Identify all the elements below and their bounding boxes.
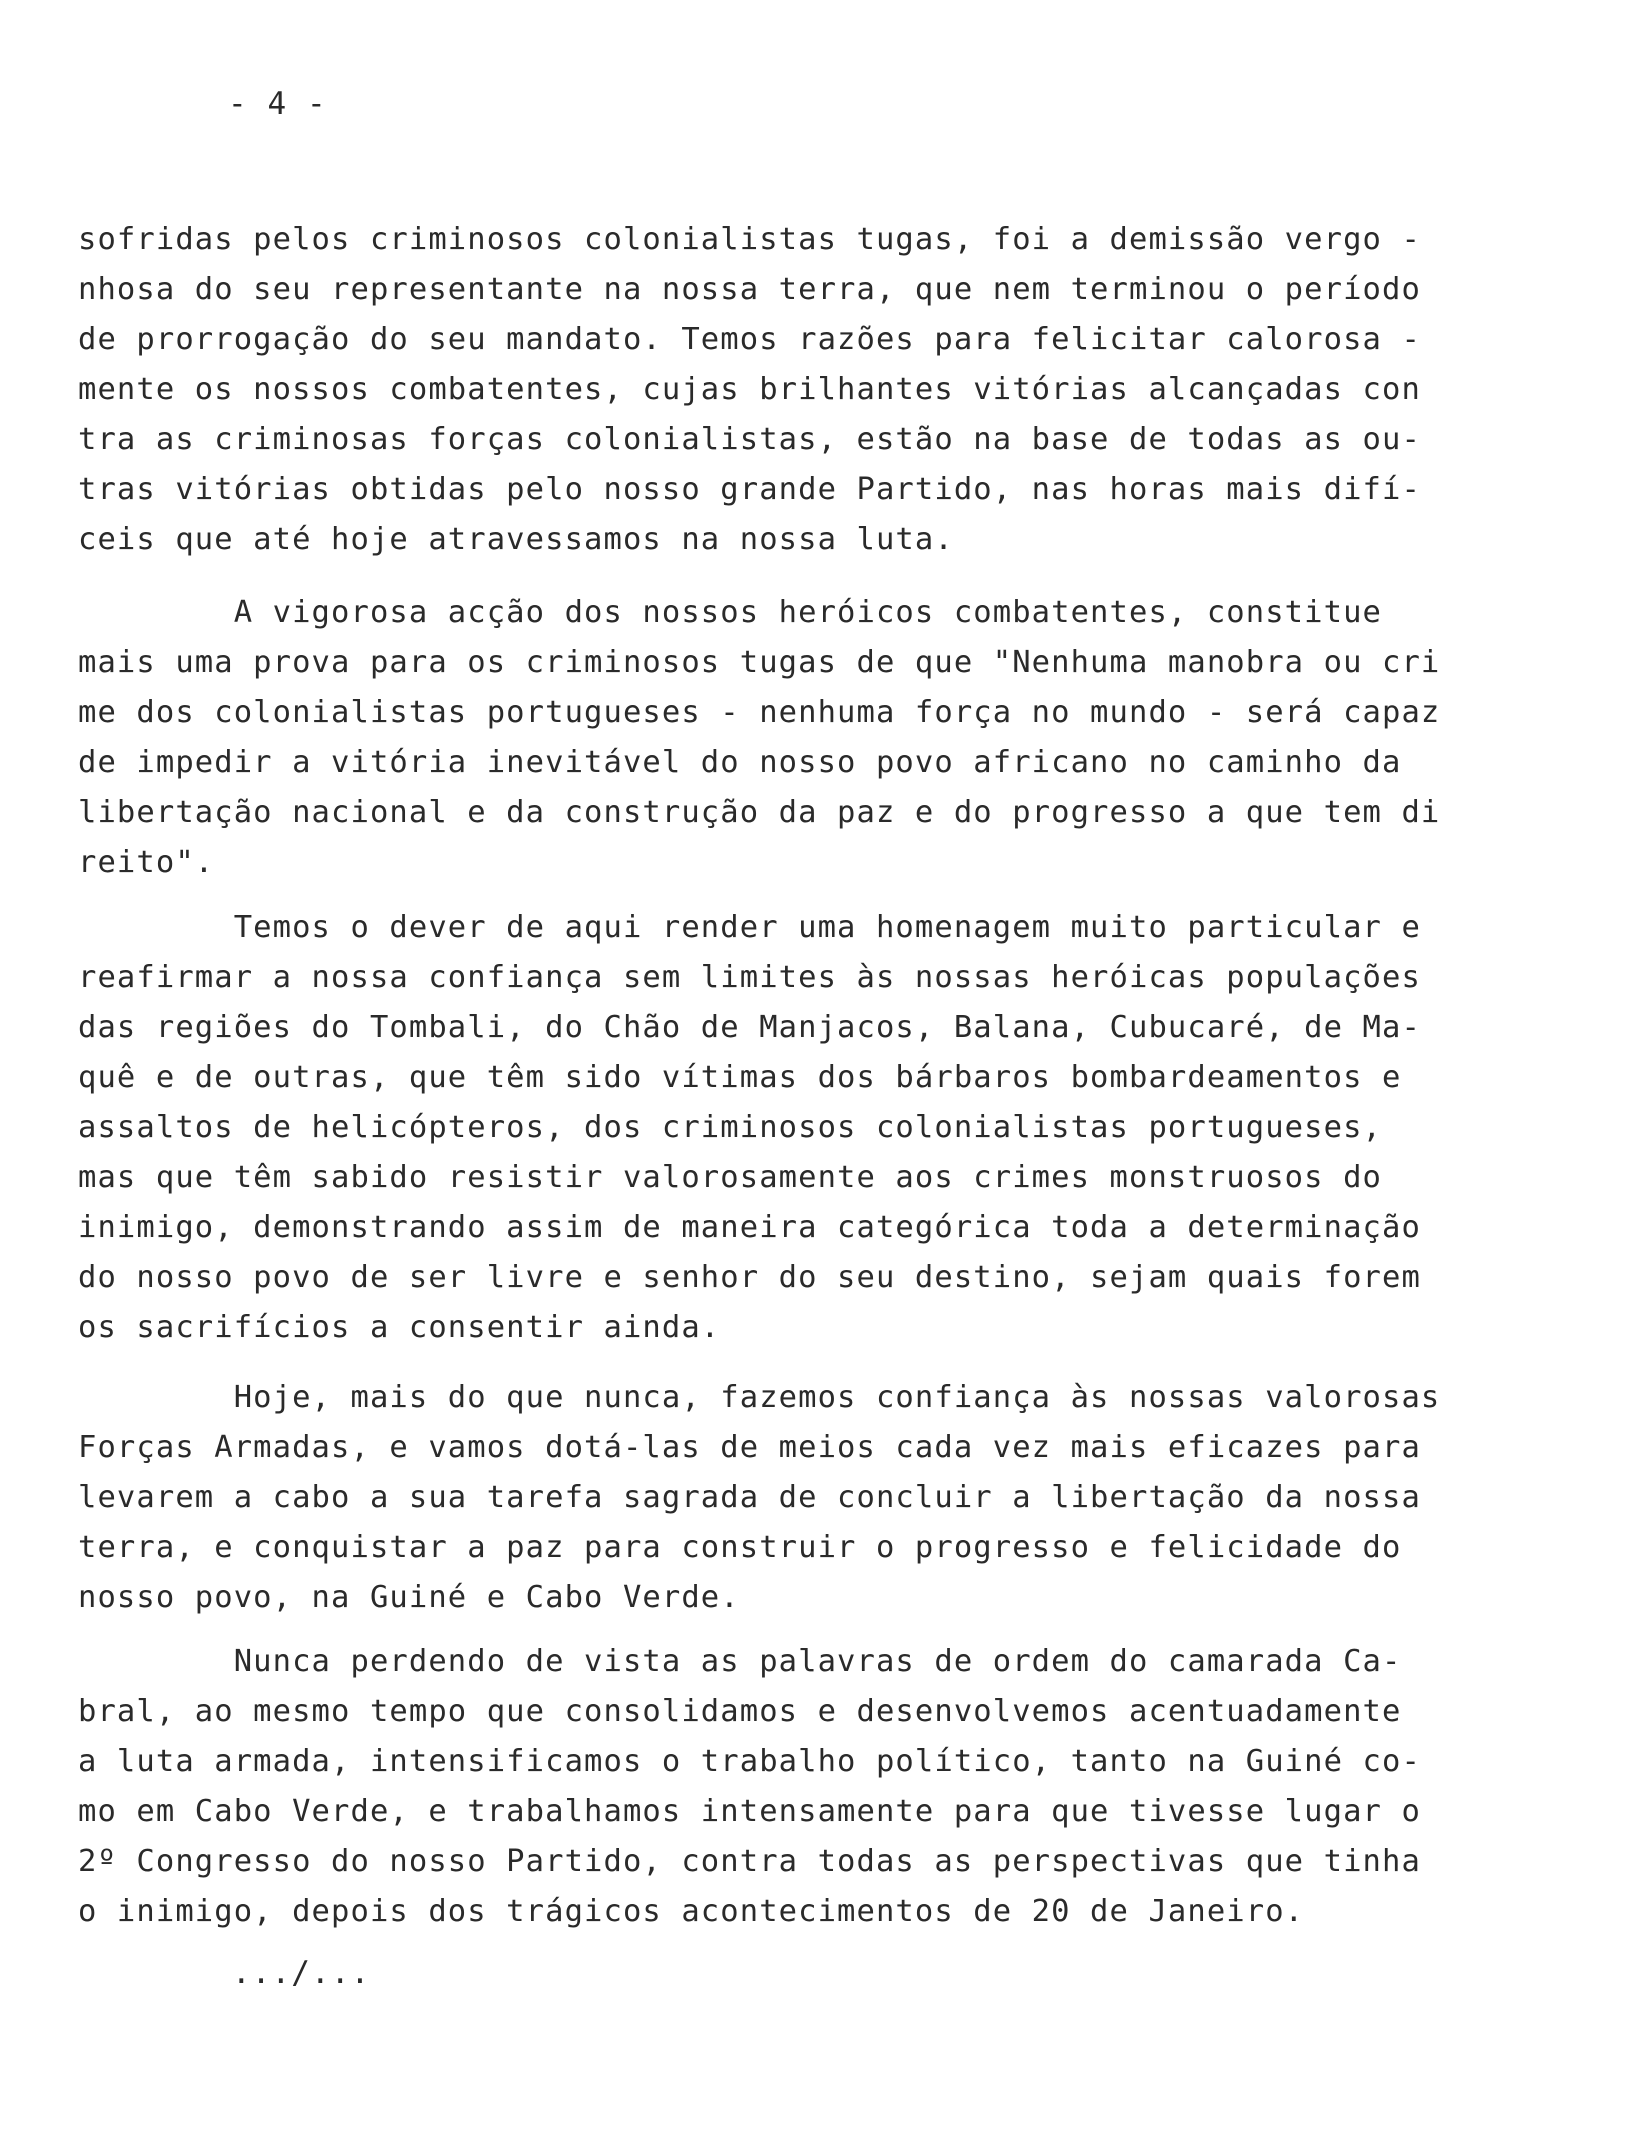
text-line: sofridas pelos criminosos colonialistas tugas, foi a demissão vergo - <box>78 222 1421 257</box>
text-line: mo em Cabo Verde, e trabalhamos intensamente para que tivesse lugar o <box>78 1794 1421 1829</box>
text-line: a luta armada, intensificamos o trabalho político, tanto na Guiné co- <box>78 1744 1421 1779</box>
text-line: quê e de outras, que têm sido vítimas dos bárbaros bombardeamentos e <box>78 1060 1402 1095</box>
text-line: das regiões do Tombali, do Chão de Manjacos, Balana, Cubucaré, de Ma- <box>78 1010 1421 1045</box>
text-line: assaltos de helicópteros, dos criminosos colonialistas portugueses, <box>78 1110 1382 1145</box>
text-line: Nunca perdendo de vista as palavras de ordem do camarada Ca- <box>78 1644 1402 1679</box>
page-number: - 4 - <box>228 86 327 122</box>
continuation-mark: .../... <box>232 1955 371 1991</box>
text-line: me dos colonialistas portugueses - nenhuma força no mundo - será capaz <box>78 695 1441 730</box>
text-line: nhosa do seu representante na nossa terra, que nem terminou o período <box>78 272 1421 307</box>
text-line: do nosso povo de ser livre e senhor do seu destino, sejam quais forem <box>78 1260 1421 1295</box>
text-line: terra, e conquistar a paz para construir o progresso e felicidade do <box>78 1530 1402 1565</box>
paragraph-3 <box>78 903 1498 1353</box>
text-line: reafirmar a nossa confiança sem limites às nossas heróicas populações <box>78 960 1421 995</box>
text-line: inimigo, demonstrando assim de maneira categórica toda a determinação <box>78 1210 1421 1245</box>
paragraph-2 <box>78 588 1498 888</box>
paragraph-4 <box>78 1373 1498 1623</box>
text-line: Forças Armadas, e vamos dotá-las de meios cada vez mais eficazes para <box>78 1430 1421 1465</box>
text-line: de prorrogação do seu mandato. Temos razões para felicitar calorosa - <box>78 322 1421 357</box>
text-line: ceis que até hoje atravessamos na nossa luta. <box>78 522 954 557</box>
paragraph-5 <box>78 1637 1498 1937</box>
text-line: reito". <box>78 845 215 880</box>
text-line: tra as criminosas forças colonialistas, estão na base de todas as ou- <box>78 422 1421 457</box>
paragraph-1 <box>78 215 1498 565</box>
text-line: levarem a cabo a sua tarefa sagrada de concluir a libertação da nossa <box>78 1480 1421 1515</box>
text-line: mais uma prova para os criminosos tugas de que "Nenhuma manobra ou cri <box>78 645 1441 680</box>
text-line: 2º Congresso do nosso Partido, contra todas as perspectivas que tinha <box>78 1844 1421 1879</box>
text-line: Hoje, mais do que nunca, fazemos confiança às nossas valorosas <box>78 1380 1441 1415</box>
text-line: tras vitórias obtidas pelo nosso grande Partido, nas horas mais difí- <box>78 472 1421 507</box>
text-line: os sacrifícios a consentir ainda. <box>78 1310 721 1345</box>
text-line: o inimigo, depois dos trágicos acontecimentos de 20 de Janeiro. <box>78 1894 1305 1929</box>
text-line: Temos o dever de aqui render uma homenagem muito particular e <box>78 910 1421 945</box>
text-line: nosso povo, na Guiné e Cabo Verde. <box>78 1580 740 1615</box>
text-line: mente os nossos combatentes, cujas brilhantes vitórias alcançadas con <box>78 372 1421 407</box>
text-line: A vigorosa acção dos nossos heróicos combatentes, constitue <box>78 595 1382 630</box>
text-line: bral, ao mesmo tempo que consolidamos e desenvolvemos acentuadamente <box>78 1694 1402 1729</box>
text-line: libertação nacional e da construção da paz e do progresso a que tem di <box>78 795 1441 830</box>
text-line: mas que têm sabido resistir valorosamente aos crimes monstruosos do <box>78 1160 1382 1195</box>
text-line: de impedir a vitória inevitável do nosso povo africano no caminho da <box>78 745 1402 780</box>
